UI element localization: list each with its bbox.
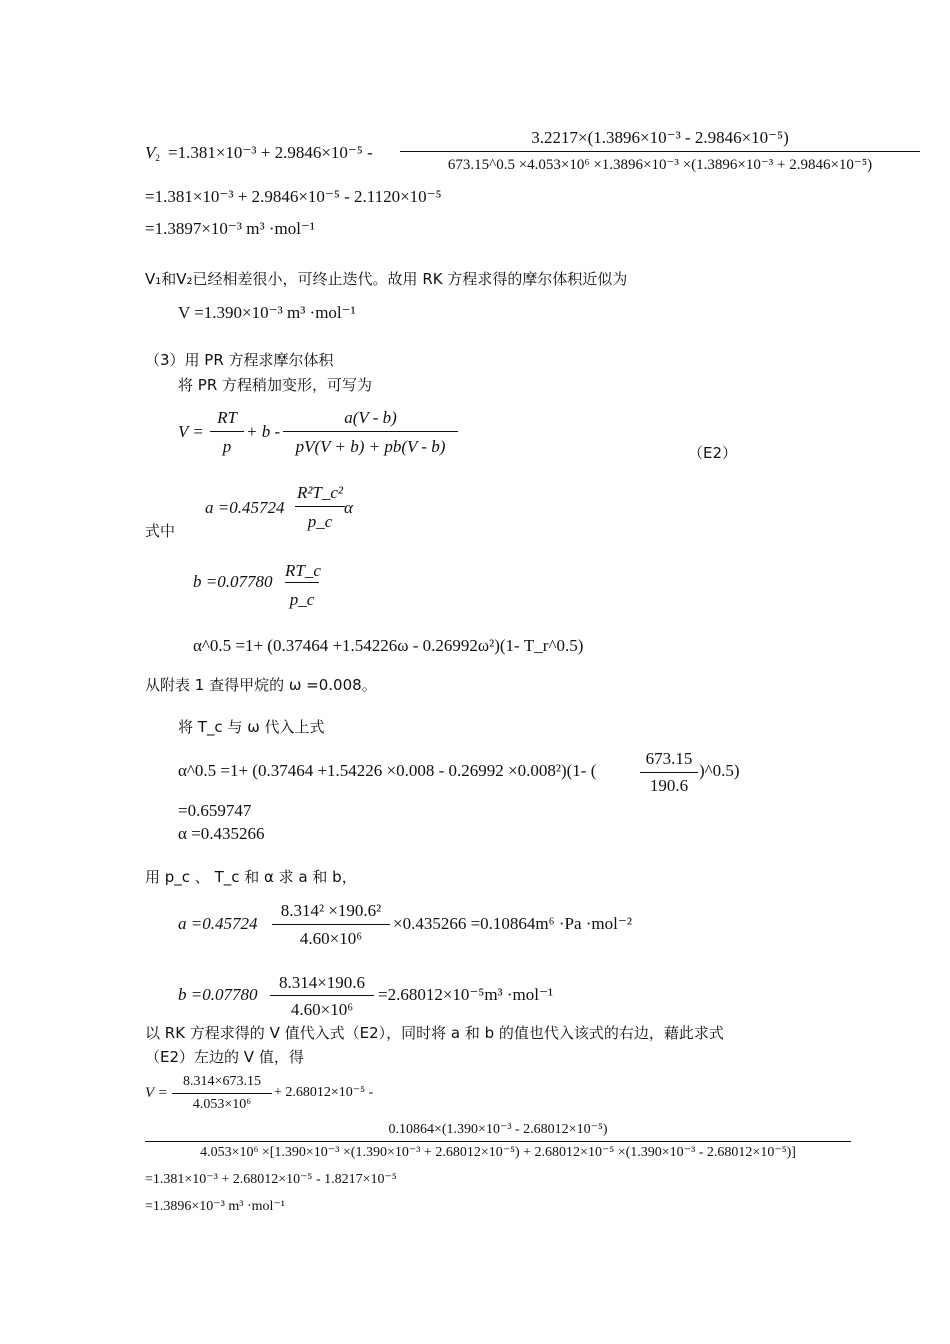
a-def-lhs: a =0.45724 — [205, 498, 285, 517]
v-eq-numerator-2: 0.10864×(1.390×10⁻³ - 2.68012×10⁻⁵) — [388, 1122, 608, 1137]
b-calc-lhs: b =0.07780 — [178, 985, 258, 1004]
v2-denominator: 673.15^0.5 ×4.053×10⁶ ×1.3896×10⁻³ ×(1.3896×10⁻³ + 2.9846×10⁻⁵) — [447, 157, 873, 173]
v2-lhs — [145, 144, 160, 161]
pr-eq-rt: RT — [217, 408, 237, 427]
pr-heading: （3）用 PR 方程求摩尔体积 — [145, 351, 334, 369]
v-eq-bar-2 — [145, 1141, 851, 1142]
b-calc-bar — [270, 995, 374, 996]
use-text: 用 p_c 、 T_c 和 α 求 a 和 b， — [145, 868, 357, 886]
v2-subscript: 2 — [155, 153, 160, 163]
a-calc-denominator: 4.60×10⁶ — [299, 929, 363, 948]
alpha-calc-lhs: α^0.5 =1+ (0.37464 +1.54226 ×0.008 - 0.26992 ×0.008²)(1- ( — [178, 761, 597, 780]
v2-symbol: V — [145, 143, 156, 162]
rk-conclusion: V₁和V₂已经相差很小，可终止迭代。故用 RK 方程求得的摩尔体积近似为 — [145, 270, 628, 288]
pr-eq-b: + b - — [246, 422, 281, 441]
pr-eq-numerator: a(V - b) — [344, 408, 397, 427]
b-def-numerator: RT_c — [285, 561, 321, 580]
v2-step2: =1.381×10⁻³ + 2.9846×10⁻⁵ - 2.1120×10⁻⁵ — [145, 187, 442, 206]
pr-eq-v: V = — [178, 422, 204, 441]
pr-eq-label: （E2） — [688, 444, 738, 462]
v-eq-mid: + 2.68012×10⁻⁵ - — [274, 1085, 374, 1100]
v-eq-lhs: V = — [145, 1085, 168, 1101]
alpha-definition: α^0.5 =1+ (0.37464 +1.54226ω - 0.26992ω²)(1- T_r^0.5) — [193, 636, 584, 655]
alpha-calc-tail: )^0.5) — [699, 761, 740, 780]
v-eq-bar-1 — [172, 1093, 272, 1094]
alpha-calc-numerator: 673.15 — [645, 749, 693, 768]
substitute-text: 将 T_c 与 ω 代入上式 — [178, 718, 325, 736]
a-def-numerator: R²T_c² — [296, 483, 344, 502]
b-calc-tail: =2.68012×10⁻⁵m³ ·mol⁻¹ — [378, 985, 554, 1004]
alpha-calc-bar — [640, 772, 698, 773]
v-step2: =1.381×10⁻³ + 2.68012×10⁻⁵ - 1.8217×10⁻⁵ — [145, 1172, 397, 1187]
b-calc-numerator: 8.314×190.6 — [278, 973, 366, 992]
v-eq-denominator-1: 4.053×10⁶ — [192, 1097, 252, 1112]
rk-result: V =1.390×10⁻³ m³ ·mol⁻¹ — [178, 303, 356, 322]
a-def-alpha: α — [344, 498, 353, 517]
b-calc-denominator: 4.60×10⁶ — [290, 1000, 354, 1019]
a-calc-tail: ×0.435266 =0.10864m⁶ ·Pa ·mol⁻² — [393, 914, 632, 933]
where-label: 式中 — [145, 522, 176, 540]
omega-text: 从附表 1 查得甲烷的 ω =0.008。 — [145, 676, 377, 694]
a-calc-numerator: 8.314² ×190.6² — [280, 901, 382, 920]
alpha-calc-denominator: 190.6 — [649, 776, 689, 795]
v-eq-numerator-1: 8.314×673.15 — [183, 1074, 261, 1089]
v-eq-denominator-2: 4.053×10⁶ ×[1.390×10⁻³ ×(1.390×10⁻³ + 2.68012×10⁻⁵) + 2.68012×10⁻⁵ ×(1.390×10⁻³ - 2.68012×10⁻⁵)] — [200, 1145, 796, 1160]
a-def-denominator: p_c — [307, 512, 333, 531]
pr-eq-bar — [283, 431, 458, 432]
paragraph-line-1: 以 RK 方程求得的 V 值代入式（E2），同时将 a 和 b 的值也代入该式的右边，藉此求式 — [145, 1024, 724, 1042]
pr-eq-denominator: pV(V + b) + pb(V - b) — [295, 437, 446, 456]
a-calc-lhs: a =0.45724 — [178, 914, 258, 933]
v2-numerator: 3.2217×(1.3896×10⁻³ - 2.9846×10⁻⁵) — [531, 128, 789, 147]
pr-eq-rt-bar — [210, 431, 244, 432]
v2-result: =1.3897×10⁻³ m³ ·mol⁻¹ — [145, 219, 315, 238]
a-calc-bar — [272, 924, 390, 925]
v-result: =1.3896×10⁻³ m³ ·mol⁻¹ — [145, 1199, 285, 1214]
alpha-value: α =0.435266 — [178, 824, 265, 843]
paragraph-line-2: （E2）左边的 V 值，得 — [145, 1048, 304, 1066]
pr-intro: 将 PR 方程稍加变形，可写为 — [178, 376, 373, 394]
v2-terms: =1.381×10⁻³ + 2.9846×10⁻⁵ - — [168, 143, 373, 162]
b-def-bar — [285, 582, 319, 583]
b-def-denominator: p_c — [289, 590, 315, 609]
a-def-bar — [295, 506, 345, 507]
v2-fraction-bar — [400, 151, 920, 152]
pr-eq-p: p — [222, 437, 232, 456]
alpha-half-value: =0.659747 — [178, 801, 252, 820]
b-def-lhs: b =0.07780 — [193, 572, 273, 591]
